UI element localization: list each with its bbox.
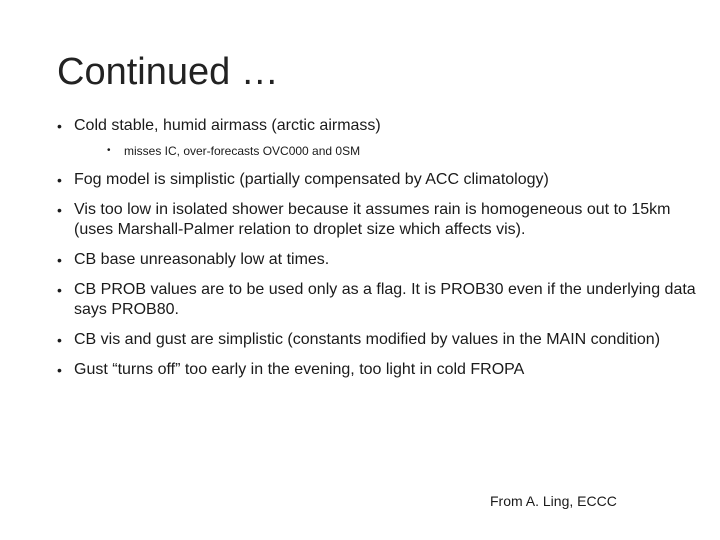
bullet-marker: • — [57, 282, 62, 298]
bullet-marker: • — [57, 172, 62, 188]
bullet-list — [57, 116, 697, 390]
bullet-marker: • — [57, 202, 62, 218]
slide-footer-credit: From A. Ling, ECCC — [490, 493, 617, 509]
bullet-text: Vis too low in isolated shower because it assumes rain is homogeneous out to 15km (uses Marshall-Palmer relation to droplet size which affects vis). — [74, 201, 671, 238]
bullet-marker: • — [57, 332, 62, 348]
bullet-text: CB base unreasonably low at times. — [74, 251, 330, 268]
bullet-text: Gust “turns off” too early in the evening, too light in cold FROPA — [74, 361, 525, 378]
sub-bullet-item — [107, 142, 697, 160]
bullet-marker: • — [57, 118, 62, 134]
bullet-item — [57, 250, 697, 270]
bullet-text: Fog model is simplistic (partially compensated by ACC climatology) — [74, 171, 549, 188]
bullet-marker: • — [57, 252, 62, 268]
bullet-item — [57, 330, 697, 350]
bullet-item — [57, 116, 697, 136]
bullet-text: CB vis and gust are simplistic (constants modified by values in the MAIN condition) — [74, 331, 661, 348]
bullet-text: CB PROB values are to be used only as a flag. It is PROB30 even if the underlying data says PROB80. — [74, 281, 696, 318]
bullet-item — [57, 280, 697, 320]
bullet-marker: • — [107, 145, 111, 156]
bullet-marker: • — [57, 362, 62, 378]
bullet-item — [57, 360, 697, 380]
bullet-text: Cold stable, humid airmass (arctic airmass) — [74, 117, 381, 134]
bullet-item — [57, 200, 697, 240]
slide-title: Continued … — [57, 51, 279, 93]
bullet-item — [57, 170, 697, 190]
sub-bullet-text: misses IC, over-forecasts OVC000 and 0SM — [124, 144, 361, 158]
